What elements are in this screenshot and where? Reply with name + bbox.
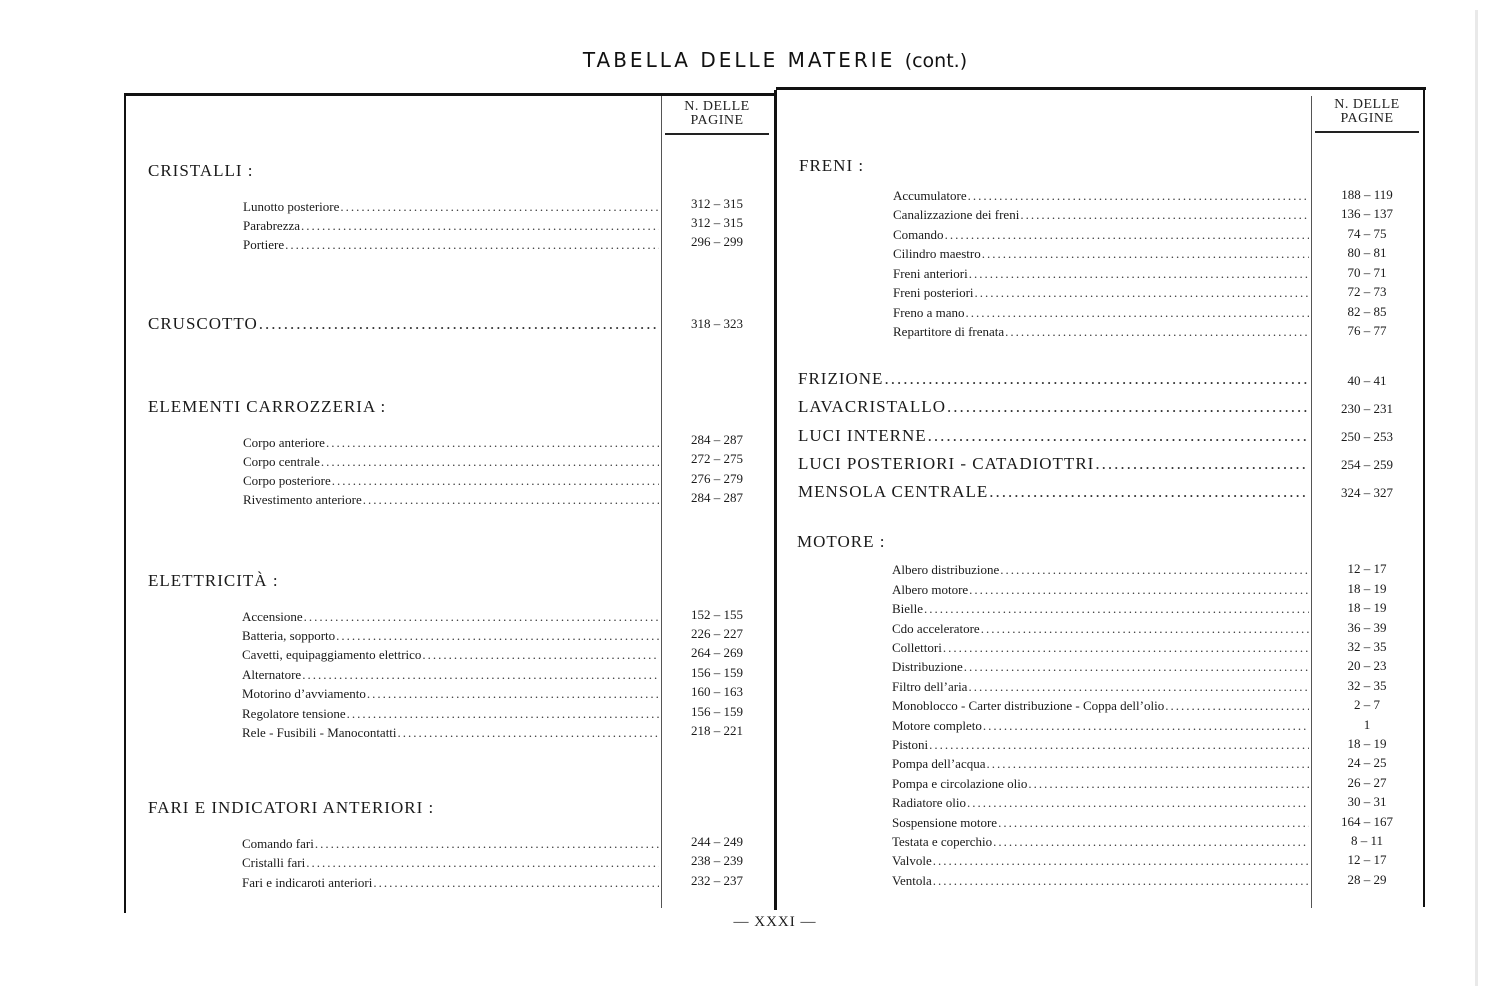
page-title-main: TABELLA DELLE MATERIE [582, 48, 896, 72]
entry-pages: 272 – 275 [691, 451, 743, 466]
entry-label: CRUSCOTTO [148, 314, 258, 333]
page-title-cont: (cont.) [904, 50, 968, 72]
left-page-column-header: N. DELLE PAGINE [684, 99, 750, 128]
leader-dots [924, 601, 1309, 617]
entry-pages: 250 – 253 [1341, 429, 1393, 444]
entry-pages: 18 – 19 [1347, 600, 1387, 615]
toc-entry-luci-interne [798, 426, 1309, 448]
leader-dots [943, 640, 1309, 656]
entry-pages: 136 – 137 [1341, 206, 1393, 221]
leader-dots [969, 582, 1309, 598]
leader-dots [967, 795, 1309, 811]
leader-dots [1000, 562, 1309, 578]
toc-entry [242, 628, 659, 647]
toc-entry-frizione [798, 369, 1309, 391]
leader-dots [929, 737, 1309, 753]
toc-entry [893, 188, 1309, 207]
entry-label: LAVACRISTALLO [798, 397, 946, 416]
entry-label: MENSOLA CENTRALE [798, 482, 989, 501]
entry-label: Radiatore olio [892, 795, 967, 810]
page-number-footer: — XXXI — [733, 914, 817, 930]
entry-pages: 18 – 19 [1347, 736, 1387, 751]
toc-entry [893, 324, 1309, 343]
toc-entry [242, 667, 659, 686]
leader-dots [302, 667, 659, 683]
top-rule-left [126, 93, 776, 96]
entry-label: Collettori [892, 640, 942, 655]
toc-entry [892, 873, 1309, 892]
toc-entry [893, 207, 1309, 226]
toc-entry [243, 454, 659, 473]
leader-dots [1095, 454, 1309, 474]
leader-dots [981, 621, 1309, 637]
entry-pages: 8 – 11 [1350, 833, 1384, 848]
entry-pages: 318 – 323 [691, 316, 743, 331]
toc-entry [243, 218, 659, 237]
section-motore: MOTORE : [797, 532, 886, 551]
leader-dots [332, 473, 659, 489]
toc-entry [242, 686, 659, 705]
leader-dots [1020, 207, 1309, 223]
leader-dots [964, 659, 1309, 675]
center-divider [774, 90, 777, 910]
toc-entry-lavacristallo [798, 397, 1309, 419]
entry-label: Alternatore [242, 667, 302, 682]
toc-entry [243, 435, 659, 454]
leader-dots [933, 853, 1309, 869]
entry-label: Batteria, sopporto [242, 628, 336, 643]
entry-label: Fari e indicaroti anteriori [242, 875, 373, 890]
entry-label: Valvole [892, 853, 932, 868]
entry-pages: 312 – 315 [691, 215, 743, 230]
leader-dots [422, 647, 659, 663]
entry-pages: 70 – 71 [1347, 265, 1387, 280]
entry-pages: 72 – 73 [1347, 284, 1387, 299]
toc-entry [892, 776, 1309, 795]
entry-label: Cristalli fari [242, 855, 306, 870]
entry-label: Testata e coperchio [892, 834, 993, 849]
leader-dots [336, 628, 659, 644]
toc-entry [892, 698, 1309, 717]
entry-label: Pompa dell’acqua [892, 756, 986, 771]
toc-entry [892, 853, 1309, 872]
entry-pages: 296 – 299 [691, 234, 743, 249]
entry-pages: 156 – 159 [691, 665, 743, 680]
entry-label: Canalizzazione dei freni [893, 207, 1020, 222]
entry-label: Corpo centrale [243, 454, 320, 469]
leader-dots [363, 492, 659, 508]
toc-entry [243, 492, 659, 511]
leader-dots [947, 397, 1309, 417]
entry-label: Repartitore di frenata [893, 324, 1005, 339]
entry-pages: 244 – 249 [691, 834, 743, 849]
leader-dots [987, 756, 1310, 772]
entry-pages: 1 [1363, 717, 1371, 732]
toc-entry [242, 855, 659, 874]
entry-pages: 312 – 315 [691, 196, 743, 211]
entry-label: Albero motore [892, 582, 969, 597]
entry-pages: 32 – 35 [1347, 678, 1387, 693]
entry-pages: 40 – 41 [1347, 373, 1387, 388]
entry-label: Sospensione motore [892, 815, 998, 830]
toc-entry [243, 473, 659, 492]
toc-entry [893, 266, 1309, 285]
toc-entry [892, 795, 1309, 814]
entry-label: LUCI POSTERIORI - CATADIOTTRI [798, 454, 1095, 473]
entry-pages: 324 – 327 [1341, 485, 1393, 500]
entry-pages: 276 – 279 [691, 471, 743, 486]
entry-label: Corpo anteriore [243, 435, 325, 450]
entry-label: Cdo acceleratore [892, 621, 980, 636]
entry-pages: 254 – 259 [1341, 457, 1393, 472]
leader-dots [304, 609, 659, 625]
entry-label: Corpo posteriore [243, 473, 331, 488]
leader-dots [326, 435, 659, 451]
entry-pages: 230 – 231 [1341, 401, 1393, 416]
leader-dots [340, 199, 659, 215]
entry-label: Monoblocco - Carter distribuzione - Coppa dell’olio [892, 698, 1165, 713]
entry-label: Accumulatore [893, 188, 967, 203]
leader-dots [1165, 698, 1309, 714]
toc-entry [892, 621, 1309, 640]
leader-dots [983, 718, 1309, 734]
entry-label: Distribuzione [892, 659, 963, 674]
entry-label: Cilindro maestro [893, 246, 981, 261]
leader-dots [306, 855, 659, 871]
toc-entry [242, 836, 659, 855]
leader-dots [968, 679, 1309, 695]
leader-dots [989, 482, 1309, 502]
entry-label: Comando [893, 227, 944, 242]
entry-pages: 12 – 17 [1347, 561, 1387, 576]
entry-pages: 76 – 77 [1347, 323, 1387, 338]
toc-entry [892, 815, 1309, 834]
toc-entry [242, 609, 659, 628]
toc-entry [242, 875, 659, 894]
entry-label: Portiere [243, 237, 285, 252]
leader-dots [301, 218, 659, 234]
leader-dots [884, 369, 1309, 389]
entry-pages: 36 – 39 [1347, 620, 1387, 635]
entry-pages: 18 – 19 [1347, 581, 1387, 596]
entry-pages: 152 – 155 [691, 607, 743, 622]
section-freni: FRENI : [799, 156, 865, 175]
top-rule-right [776, 87, 1426, 90]
entry-label: FRIZIONE [798, 369, 884, 388]
toc-entry [242, 725, 659, 744]
section-fari-indicatori: FARI E INDICATORI ANTERIORI : [148, 798, 435, 817]
toc-entry [893, 285, 1309, 304]
entry-pages: 28 – 29 [1347, 872, 1387, 887]
toc-entry [892, 582, 1309, 601]
leader-dots [928, 426, 1309, 446]
entry-pages: 82 – 85 [1347, 304, 1387, 319]
toc-entry [242, 706, 659, 725]
leader-dots [373, 875, 659, 891]
entry-label: Bielle [892, 601, 924, 616]
right-border [1423, 87, 1425, 907]
entry-label: Lunotto posteriore [243, 199, 340, 214]
leader-dots [259, 314, 659, 334]
entry-pages: 188 – 119 [1341, 187, 1393, 202]
leader-dots [968, 188, 1309, 204]
entry-pages: 238 – 239 [691, 853, 743, 868]
entry-label: Regolatore tensione [242, 706, 346, 721]
entry-label: Albero distribuzione [892, 562, 1000, 577]
leader-dots [975, 285, 1309, 301]
toc-entry [893, 227, 1309, 246]
toc-entry-cruscotto [148, 314, 659, 336]
entry-label: Rele - Fusibili - Manocontatti [242, 725, 397, 740]
toc-entry [892, 834, 1309, 853]
toc-entry [893, 305, 1309, 324]
toc-entry [892, 737, 1309, 756]
left-header-rule [665, 133, 769, 135]
entry-pages: 284 – 287 [691, 432, 743, 447]
toc-entry [893, 246, 1309, 265]
entry-label: Pistoni [892, 737, 929, 752]
entry-pages: 24 – 25 [1347, 755, 1387, 770]
leader-dots [347, 706, 659, 722]
leader-dots [969, 266, 1309, 282]
entry-pages: 12 – 17 [1347, 852, 1387, 867]
entry-label: Filtro dell’aria [892, 679, 968, 694]
entry-pages: 226 – 227 [691, 626, 743, 641]
leader-dots [945, 227, 1309, 243]
leader-dots [315, 836, 659, 852]
entry-label: Accensione [242, 609, 303, 624]
leader-dots [367, 686, 659, 702]
toc-entry [892, 679, 1309, 698]
toc-entry [242, 647, 659, 666]
toc-entry [892, 659, 1309, 678]
entry-label: Motorino d’avviamento [242, 686, 366, 701]
entry-pages: 74 – 75 [1347, 226, 1387, 241]
entry-pages: 160 – 163 [691, 684, 743, 699]
entry-pages: 284 – 287 [691, 490, 743, 505]
section-cristalli: CRISTALLI : [148, 161, 254, 180]
toc-entry-mensola-centrale [798, 482, 1309, 504]
entry-label: LUCI INTERNE [798, 426, 927, 445]
toc-entry [243, 237, 659, 256]
leader-dots [321, 454, 659, 470]
entry-pages: 218 – 221 [691, 723, 743, 738]
entry-label: Parabrezza [243, 218, 301, 233]
entry-label: Comando fari [242, 836, 314, 851]
entry-label: Pompa e circolazione olio [892, 776, 1028, 791]
toc-entry-luci-posteriori [798, 454, 1309, 476]
entry-label: Cavetti, equipaggiamento elettrico [242, 647, 422, 662]
entry-pages: 264 – 269 [691, 645, 743, 660]
page-title [0, 48, 1500, 72]
leader-dots [993, 834, 1309, 850]
leader-dots [285, 237, 659, 253]
page-edge-shadow [1475, 10, 1478, 986]
entry-label: Freni anteriori [893, 266, 968, 281]
leader-dots [1005, 324, 1309, 340]
section-elementi-carrozzeria: ELEMENTI CARROZZERIA : [148, 397, 387, 416]
leader-dots [965, 305, 1309, 321]
toc-entry [892, 640, 1309, 659]
entry-pages: 232 – 237 [691, 873, 743, 888]
entry-pages: 156 – 159 [691, 704, 743, 719]
entry-label: Ventola [892, 873, 932, 888]
entry-pages: 30 – 31 [1347, 794, 1387, 809]
right-page-column-divider [1311, 96, 1312, 908]
toc-entry [243, 199, 659, 218]
leader-dots [982, 246, 1309, 262]
entry-pages: 80 – 81 [1347, 245, 1387, 260]
entry-label: Freni posteriori [893, 285, 974, 300]
section-elettricita: ELETTRICITÀ : [148, 571, 279, 590]
left-border [124, 93, 126, 913]
leader-dots [1028, 776, 1309, 792]
leader-dots [998, 815, 1309, 831]
leader-dots [398, 725, 659, 741]
entry-pages: 20 – 23 [1347, 658, 1387, 673]
entry-label: Freno a mano [893, 305, 965, 320]
toc-entry [892, 562, 1309, 581]
right-header-rule [1315, 131, 1419, 133]
toc-entry [892, 601, 1309, 620]
left-page-column-divider [661, 96, 662, 908]
entry-pages: 2 – 7 [1354, 697, 1380, 712]
entry-pages: 26 – 27 [1347, 775, 1387, 790]
entry-pages: 32 – 35 [1347, 639, 1387, 654]
entry-label: Rivestimento anteriore [243, 492, 362, 507]
toc-entry [892, 718, 1309, 737]
entry-label: Motore completo [892, 718, 982, 733]
entry-pages: 164 – 167 [1341, 814, 1393, 829]
leader-dots [933, 873, 1309, 889]
toc-entry [892, 756, 1309, 775]
right-page-column-header: N. DELLE PAGINE [1334, 97, 1400, 126]
